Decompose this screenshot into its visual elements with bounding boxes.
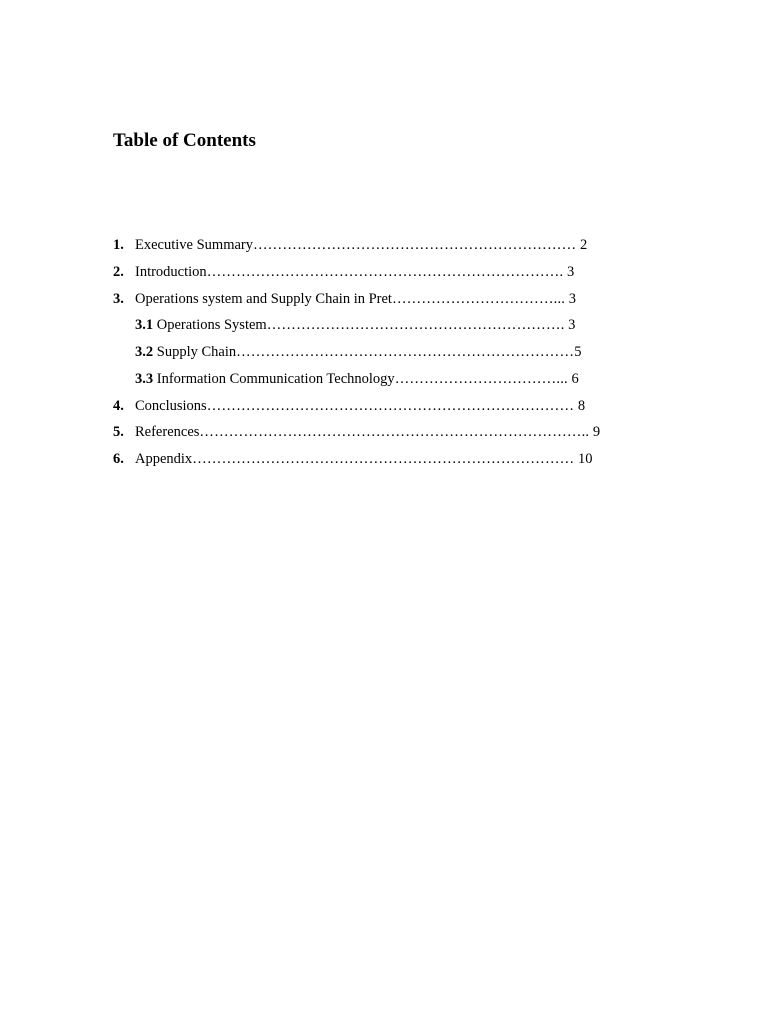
toc-entry-label: Information Communication Technology xyxy=(153,371,395,387)
toc-entry-leader: …………………………………………………………………….. xyxy=(199,424,590,440)
toc-entry-number: 4. xyxy=(113,398,124,414)
toc-entry-page: 3 xyxy=(563,264,575,280)
toc-entry-body xyxy=(135,395,585,417)
toc-entry-leader: ………………………………………………………………. xyxy=(206,264,564,280)
toc-entry-number: 1. xyxy=(113,237,124,253)
toc-entry-body xyxy=(135,341,581,363)
toc-entry-body xyxy=(135,261,574,283)
toc-subentry-number: 3.2 xyxy=(135,344,154,360)
toc-entry-body xyxy=(135,288,576,310)
toc-entry-label: Introduction xyxy=(135,264,207,280)
toc-entry-label: Executive Summary xyxy=(135,237,253,253)
toc-subentry-number: 3.1 xyxy=(135,317,154,333)
toc-entry-page: 8 xyxy=(574,398,586,414)
toc-entry-label: Supply Chain xyxy=(153,344,237,360)
toc-entry-label: Operations System xyxy=(153,317,267,333)
toc-entry-page: 5 xyxy=(574,344,582,360)
toc-entry-body xyxy=(135,314,575,336)
toc-entry-leader: ………………………………………………………………… xyxy=(206,398,575,414)
toc-entry-label: Conclusions xyxy=(135,398,207,414)
toc-entry-page: 2 xyxy=(576,237,588,253)
page-title: Table of Contents xyxy=(113,130,256,151)
toc-entry-body xyxy=(135,234,587,256)
toc-entry-number: 6. xyxy=(113,451,124,467)
toc-entry-page: 9 xyxy=(589,424,601,440)
toc-entry-page: 10 xyxy=(574,451,593,467)
toc-entry-label: Operations system and Supply Chain in Pret xyxy=(135,291,392,307)
toc-entry-leader: …………………………………………………………… xyxy=(236,344,575,360)
toc-entry-label: Appendix xyxy=(135,451,193,467)
toc-entry-leader: ……………………………... xyxy=(394,371,568,387)
toc-entry-leader: ……………………………... xyxy=(391,291,566,307)
toc-entry-number: 5. xyxy=(113,424,124,440)
toc-subentry-number: 3.3 xyxy=(135,371,154,387)
toc-entry-page: 3 xyxy=(564,317,576,333)
toc-entry-body xyxy=(135,368,579,390)
toc-entry-page: 3 xyxy=(565,291,577,307)
toc-entry-body xyxy=(135,421,600,443)
toc-entry-number: 3. xyxy=(113,291,124,307)
toc-entry-leader: …………………………………………………………………… xyxy=(192,451,575,467)
toc-entry-page: 6 xyxy=(567,371,579,387)
toc-entry-leader: ………………………………………………………… xyxy=(252,237,577,253)
toc-entry-leader: ……………………………………………………. xyxy=(266,317,565,333)
toc-entry-body xyxy=(135,448,593,470)
toc-entry-label: References xyxy=(135,424,200,440)
toc-entry-number: 2. xyxy=(113,264,124,280)
